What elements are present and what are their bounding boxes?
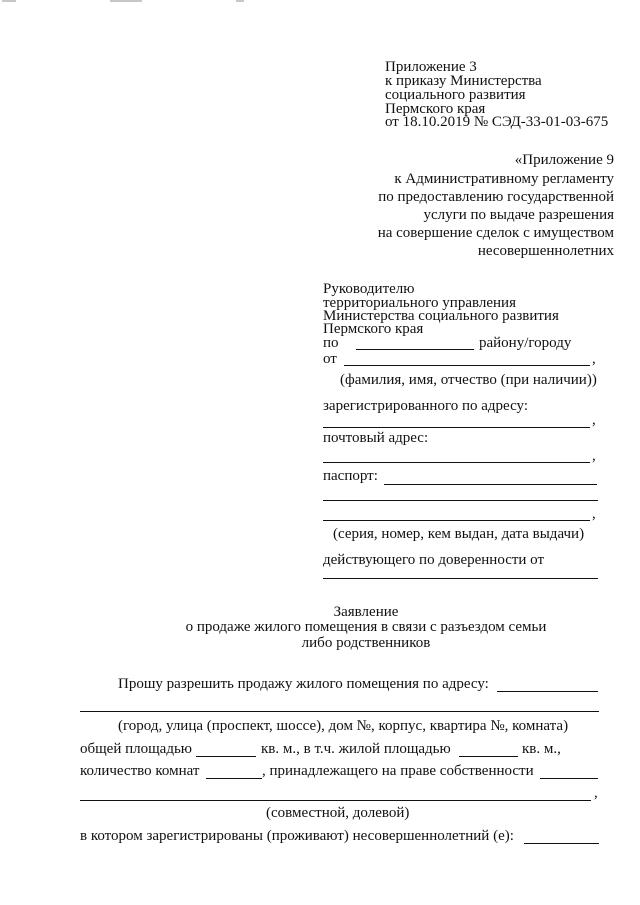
living-area-field[interactable] bbox=[459, 756, 518, 757]
regulation-appendix-line: по предоставлению государственной bbox=[378, 189, 614, 205]
name-hint: (фамилия, имя, отчество (при наличии)) bbox=[340, 372, 597, 388]
order-appendix-date: от 18.10.2019 № СЭД-33-01-03-675 bbox=[385, 114, 609, 130]
applicant-name-field[interactable] bbox=[344, 365, 590, 366]
regulation-appendix-line: услуги по выдаче разрешения bbox=[423, 207, 614, 223]
ownership-type-field[interactable] bbox=[80, 800, 591, 801]
regulation-appendix-line: несовершеннолетних bbox=[477, 243, 614, 259]
living-area-unit: кв. м., bbox=[522, 741, 561, 757]
registered-address-field[interactable] bbox=[323, 427, 590, 428]
regulation-appendix-line: «Приложение 9 bbox=[514, 152, 614, 168]
total-area-label: общей площадью bbox=[80, 741, 193, 757]
minors-label: в котором зарегистрированы (проживают) несовершеннолетний (е): bbox=[80, 828, 514, 844]
address-hint: (город, улица (проспект, шоссе), дом №, корпус, квартира №, комната) bbox=[118, 718, 569, 734]
addressee-line: Руководителю bbox=[323, 281, 415, 297]
comma: , bbox=[592, 412, 596, 428]
postal-label: почтовый адрес: bbox=[323, 430, 429, 446]
district-label: по bbox=[323, 335, 339, 351]
passport-field[interactable] bbox=[384, 484, 597, 485]
comma: , bbox=[592, 506, 596, 522]
ownership-field[interactable] bbox=[540, 778, 598, 779]
passport-hint: (серия, номер, кем выдан, дата выдачи) bbox=[333, 526, 585, 542]
regulation-appendix-line: на совершение сделок с имуществом bbox=[377, 225, 614, 241]
comma: , bbox=[592, 448, 596, 464]
request-text: Прошу разрешить продажу жилого помещения по адресу: bbox=[118, 676, 489, 692]
title-line: либо родственников bbox=[301, 635, 431, 651]
ownership-hint: (совместной, долевой) bbox=[266, 805, 410, 821]
scan-artifact bbox=[110, 0, 142, 2]
total-area-field[interactable] bbox=[196, 756, 256, 757]
proxy-field[interactable] bbox=[323, 578, 598, 579]
living-area-label: кв. м., в т.ч. жилой площадью bbox=[261, 741, 451, 757]
proxy-label: действующего по доверенности от bbox=[323, 552, 545, 568]
order-appendix-line: к приказу Министерства bbox=[385, 73, 542, 89]
regulation-appendix-line: к Административному регламенту bbox=[394, 171, 614, 187]
ownership-label: , принадлежащего на праве собственности bbox=[262, 763, 534, 779]
rooms-label: количество комнат bbox=[80, 763, 200, 779]
addressee-line: Пермского края bbox=[323, 321, 424, 337]
addressee-line: Министерства социального развития bbox=[323, 308, 559, 324]
registered-label: зарегистрированного по адресу: bbox=[323, 398, 528, 414]
postal-address-field[interactable] bbox=[323, 462, 590, 463]
district-field[interactable] bbox=[356, 349, 474, 350]
rooms-field[interactable] bbox=[206, 778, 262, 779]
scan-artifact bbox=[2, 0, 16, 2]
title-line: Заявление bbox=[333, 604, 399, 620]
order-appendix-line: Приложение 3 bbox=[385, 59, 477, 75]
order-appendix-line: Пермского края bbox=[385, 101, 486, 117]
property-address-field-line2[interactable] bbox=[80, 711, 599, 712]
comma: , bbox=[592, 351, 596, 367]
property-address-field[interactable] bbox=[497, 691, 598, 692]
addressee-line: территориального управления bbox=[323, 295, 516, 311]
passport-field-line2[interactable] bbox=[323, 500, 598, 501]
title-line: о продаже жилого помещения в связи с разъездом семьи bbox=[185, 619, 547, 635]
order-appendix-line: социального развития bbox=[385, 87, 526, 103]
passport-field-line3[interactable] bbox=[323, 520, 590, 521]
from-label: от bbox=[323, 351, 337, 367]
district-suffix: району/городу bbox=[479, 335, 572, 351]
passport-label: паспорт: bbox=[323, 468, 378, 484]
minors-field[interactable] bbox=[524, 843, 599, 844]
scan-artifact bbox=[236, 0, 244, 2]
comma: , bbox=[594, 785, 598, 801]
